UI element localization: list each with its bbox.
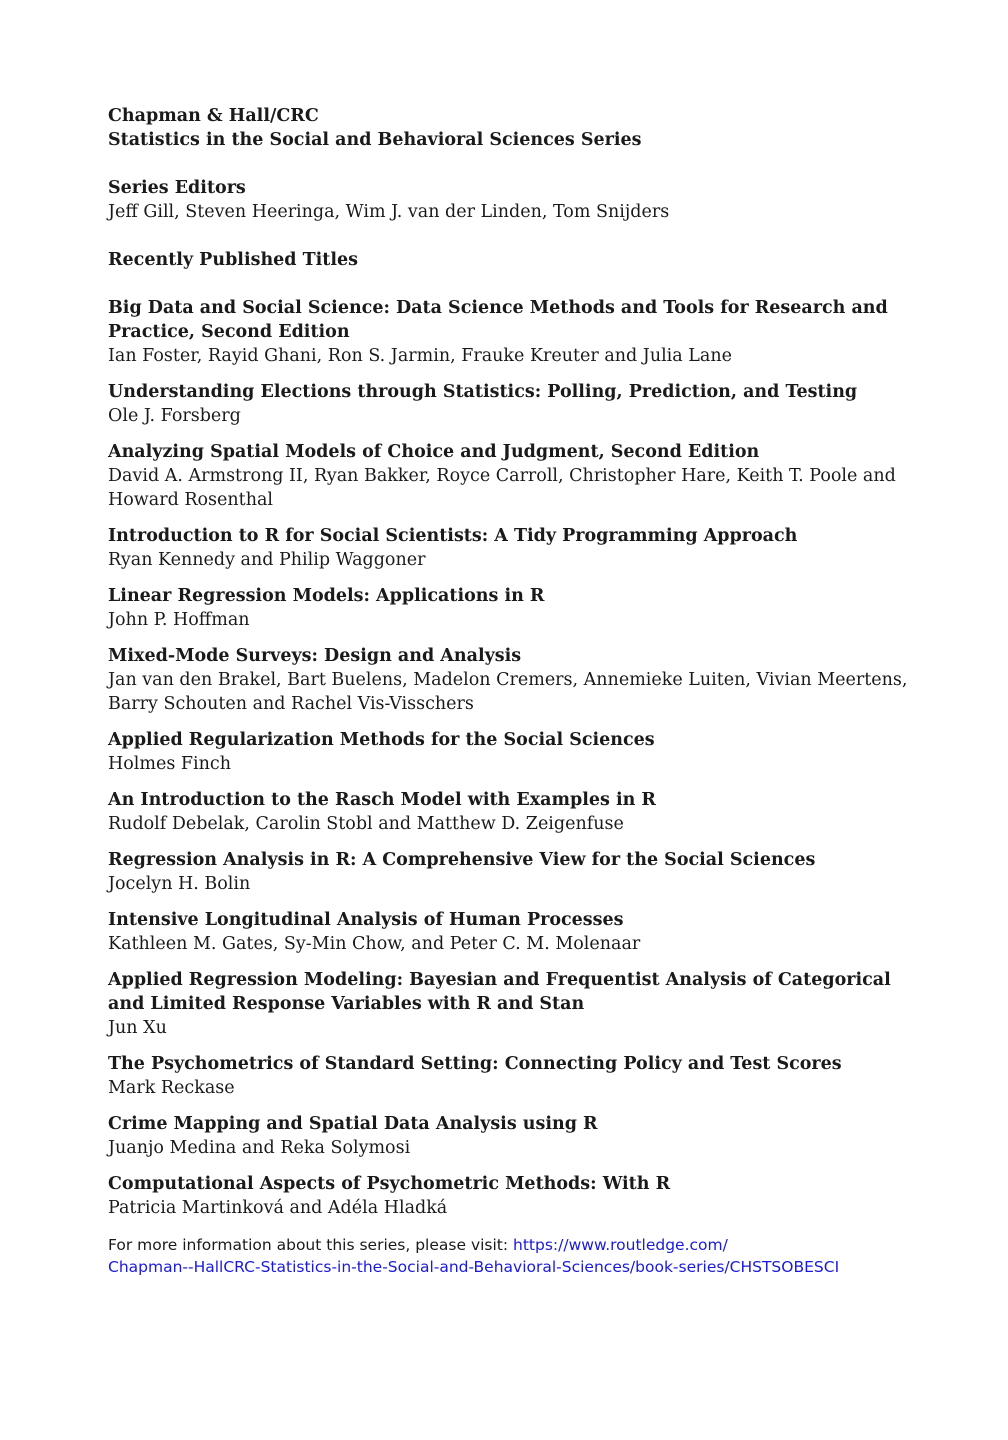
book-authors: Jocelyn H. Bolin — [108, 874, 251, 894]
book-entry — [108, 440, 908, 512]
book-entry — [108, 1052, 908, 1100]
book-entry — [108, 728, 908, 776]
book-title: The Psychometrics of Standard Setting: Connecting Policy and Test Scores — [108, 1054, 842, 1074]
book-list — [108, 296, 908, 1220]
series-editors — [108, 176, 908, 224]
book-entry — [108, 788, 908, 836]
publisher-name: Chapman & Hall/CRC — [108, 106, 319, 126]
book-title: Analyzing Spatial Models of Choice and Judgment, Second Edition — [108, 442, 760, 462]
book-title: Applied Regularization Methods for the Social Sciences — [108, 730, 655, 750]
book-authors: Ryan Kennedy and Philip Waggoner — [108, 550, 426, 570]
book-title: Computational Aspects of Psychometric Methods: With R — [108, 1174, 671, 1194]
book-entry — [108, 908, 908, 956]
book-authors: Kathleen M. Gates, Sy-Min Chow, and Peter C. M. Molenaar — [108, 934, 641, 954]
book-authors: David A. Armstrong II, Ryan Bakker, Royce Carroll, Christopher Hare, Keith T. Poole and Howard Rosenthal — [108, 466, 896, 510]
series-link-part1[interactable]: https://www.routledge.com/ — [513, 1236, 728, 1254]
book-authors: Rudolf Debelak, Carolin Stobl and Matthew D. Zeigenfuse — [108, 814, 624, 834]
book-title: Regression Analysis in R: A Comprehensive View for the Social Sciences — [108, 850, 816, 870]
book-title: Linear Regression Models: Applications in R — [108, 586, 545, 606]
book-entry — [108, 296, 908, 368]
series-link-part2[interactable]: Chapman--HallCRC-Statistics-in-the-Social-and-Behavioral-Sciences/book-series/CHSTSOBESCI — [108, 1258, 840, 1276]
book-title: Introduction to R for Social Scientists: A Tidy Programming Approach — [108, 526, 798, 546]
book-entry — [108, 644, 908, 716]
book-entry — [108, 380, 908, 428]
editors-heading: Series Editors — [108, 178, 246, 198]
footer-text: For more information about this series, please visit: — [108, 1236, 514, 1254]
book-entry — [108, 968, 908, 1040]
book-authors: Ole J. Forsberg — [108, 406, 241, 426]
book-authors: John P. Hoffman — [108, 610, 250, 630]
series-info-footer — [108, 1234, 908, 1278]
recent-titles-heading: Recently Published Titles — [108, 250, 359, 270]
book-entry — [108, 848, 908, 896]
book-title: An Introduction to the Rasch Model with Examples in R — [108, 790, 656, 810]
book-entry — [108, 1112, 908, 1160]
book-entry — [108, 524, 908, 572]
book-title: Understanding Elections through Statistics: Polling, Prediction, and Testing — [108, 382, 858, 402]
book-authors: Jan van den Brakel, Bart Buelens, Madelon Cremers, Annemieke Luiten, Vivian Meertens, Barry Schouten and Rachel Vis-Visschers — [108, 670, 908, 714]
book-authors: Holmes Finch — [108, 754, 231, 774]
book-entry — [108, 1172, 908, 1220]
book-title: Big Data and Social Science: Data Science Methods and Tools for Research and Practice, Second Edition — [108, 298, 888, 342]
book-title: Applied Regression Modeling: Bayesian and Frequentist Analysis of Categorical and Limited Response Variables with R and Stan — [108, 970, 891, 1014]
book-authors: Jun Xu — [108, 1018, 167, 1038]
book-title: Mixed-Mode Surveys: Design and Analysis — [108, 646, 522, 666]
book-authors: Patricia Martinková and Adéla Hladká — [108, 1198, 448, 1218]
editors-names: Jeff Gill, Steven Heeringa, Wim J. van der Linden, Tom Snijders — [108, 202, 670, 222]
book-authors: Mark Reckase — [108, 1078, 235, 1098]
book-title: Crime Mapping and Spatial Data Analysis using R — [108, 1114, 598, 1134]
book-authors: Juanjo Medina and Reka Solymosi — [108, 1138, 411, 1158]
book-title: Intensive Longitudinal Analysis of Human Processes — [108, 910, 624, 930]
series-page — [108, 104, 908, 1278]
book-entry — [108, 584, 908, 632]
book-authors: Ian Foster, Rayid Ghani, Ron S. Jarmin, Frauke Kreuter and Julia Lane — [108, 346, 732, 366]
series-name: Statistics in the Social and Behavioral Sciences Series — [108, 130, 642, 150]
series-header — [108, 104, 908, 152]
